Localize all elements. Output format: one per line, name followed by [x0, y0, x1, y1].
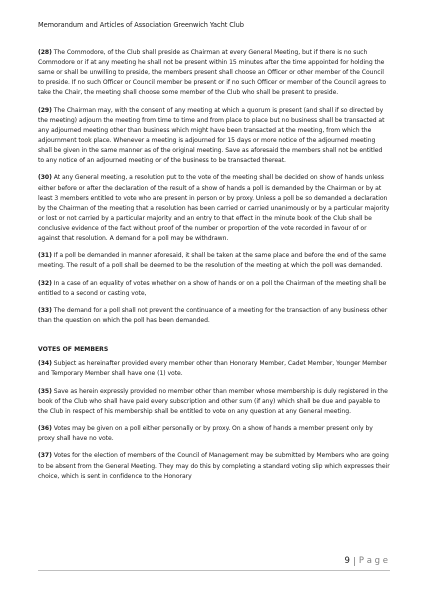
- article-number: (37): [38, 452, 52, 460]
- article-text: The Commodore, of the Club shall preside as Chairman at every General Meeting, but if there is no such Commodore or if at any meeting he shall not be present within 15 minutes after the time appointed for holding the same or shall be unwilling to preside, the members present shall choose an Officer or other member of the Council to preside. If no such Officer or Council member be present or if no such Officer or member of the Council agrees to take the Chair, the meeting shall choose some member of the Club who shall be present to preside.: [38, 49, 387, 97]
- article-33: [38, 306, 390, 326]
- article-36: [38, 424, 390, 444]
- article-number: (32): [38, 279, 52, 287]
- article-text: In a case of an equality of votes whether on a show of hands or on a poll the Chairman of the meeting shall be entitled to a second or casting vote,: [38, 279, 387, 297]
- article-text: If a poll be demanded in manner aforesaid, it shall be taken at the same place and before the end of the same meeting. The result of a poll shall be deemed to be the resolution of the meeting at which the poll was demanded.: [38, 252, 387, 270]
- article-37: [38, 451, 390, 481]
- page-number: 9: [344, 556, 350, 566]
- article-29: [38, 106, 390, 167]
- section-heading: VOTES OF MEMBERS: [38, 346, 109, 354]
- article-number: (34): [38, 360, 52, 368]
- article-number: (29): [38, 106, 52, 114]
- article-text: The demand for a poll shall not prevent the continuance of a meeting for the transaction of any business other than the question on which the poll has been demanded.: [38, 307, 388, 325]
- page-footer: [345, 556, 389, 566]
- footer-rule: [38, 570, 390, 571]
- article-text: The Chairman may, with the consent of any meeting at which a quorum is present (and shall if so directed by the meeting) adjourn the meeting from time to time and from place to place but no business shall be transacted at any adjourned meeting other than business which might have been transacted at the meeting, from which the adjournment took place. Whenever a meeting is adjourned for 15 days or more notice of the adjourned meeting shall be given in the same manner as of the original meeting. Save as aforesaid the members shall not be entitled to any notice of an adjourned meeting or of the business to be transacted thereat.: [38, 106, 385, 165]
- article-32: [38, 279, 390, 299]
- article-text: Save as herein expressly provided no member other than member whose membership is duly registered in the book of the Club who shall have paid every subscription and other sum (if any) which shall be due and payable to the Club in respect of his membership shall be entitled to vote on any question at any General meeting.: [38, 387, 388, 415]
- article-number: (35): [38, 387, 52, 395]
- article-number: (31): [38, 252, 52, 260]
- article-30: [38, 173, 390, 244]
- article-number: (33): [38, 307, 52, 314]
- article-text: Subject as hereinafter provided every member other than Honorary Member, Cadet Member, Younger Member and Temporary Member shall have one (1) vote.: [38, 360, 387, 378]
- footer-divider: [354, 557, 355, 566]
- running-header: Memorandum and Articles of Association Greenwich Yacht Club: [38, 21, 244, 29]
- document-body: [38, 48, 390, 489]
- article-text: At any General meeting, a resolution put to the vote of the meeting shall be decided on show of hands unless either before or after the declaration of the result of a show of hands a poll is demanded by the Chairman or by at least 3 members entitled to vote who are present in person or by proxy. Unless a poll be so demanded a declaration by the Chairman of the meeting that a resolution has been carried or carried unanimously or by a particular majority or lost or not carried by a particular majority and an entry to that effect in the minute book of the Club shall be conclusive evidence of the fact without proof of the number or proportion of the vote recorded in favour of or against that resolution. A demand for a poll may be withdrawn.: [38, 174, 390, 242]
- article-number: (36): [38, 425, 52, 433]
- page-label: P a g e: [358, 556, 388, 566]
- article-text: Votes for the election of members of the Council of Management may be submitted by Members who are going to be absent from the General Meeting. They may do this by completing a standard voting slip which expresses their choice, which is sent in confidence to the Honorary: [38, 452, 390, 480]
- article-34: [38, 359, 390, 379]
- article-number: (30): [38, 174, 52, 182]
- article-text: Votes may be given on a poll either personally or by proxy. On a show of hands a member present only by proxy shall have no vote.: [38, 425, 373, 443]
- article-35: [38, 387, 390, 417]
- article-28: [38, 48, 390, 98]
- article-number: (28): [38, 49, 52, 56]
- article-31: [38, 251, 390, 271]
